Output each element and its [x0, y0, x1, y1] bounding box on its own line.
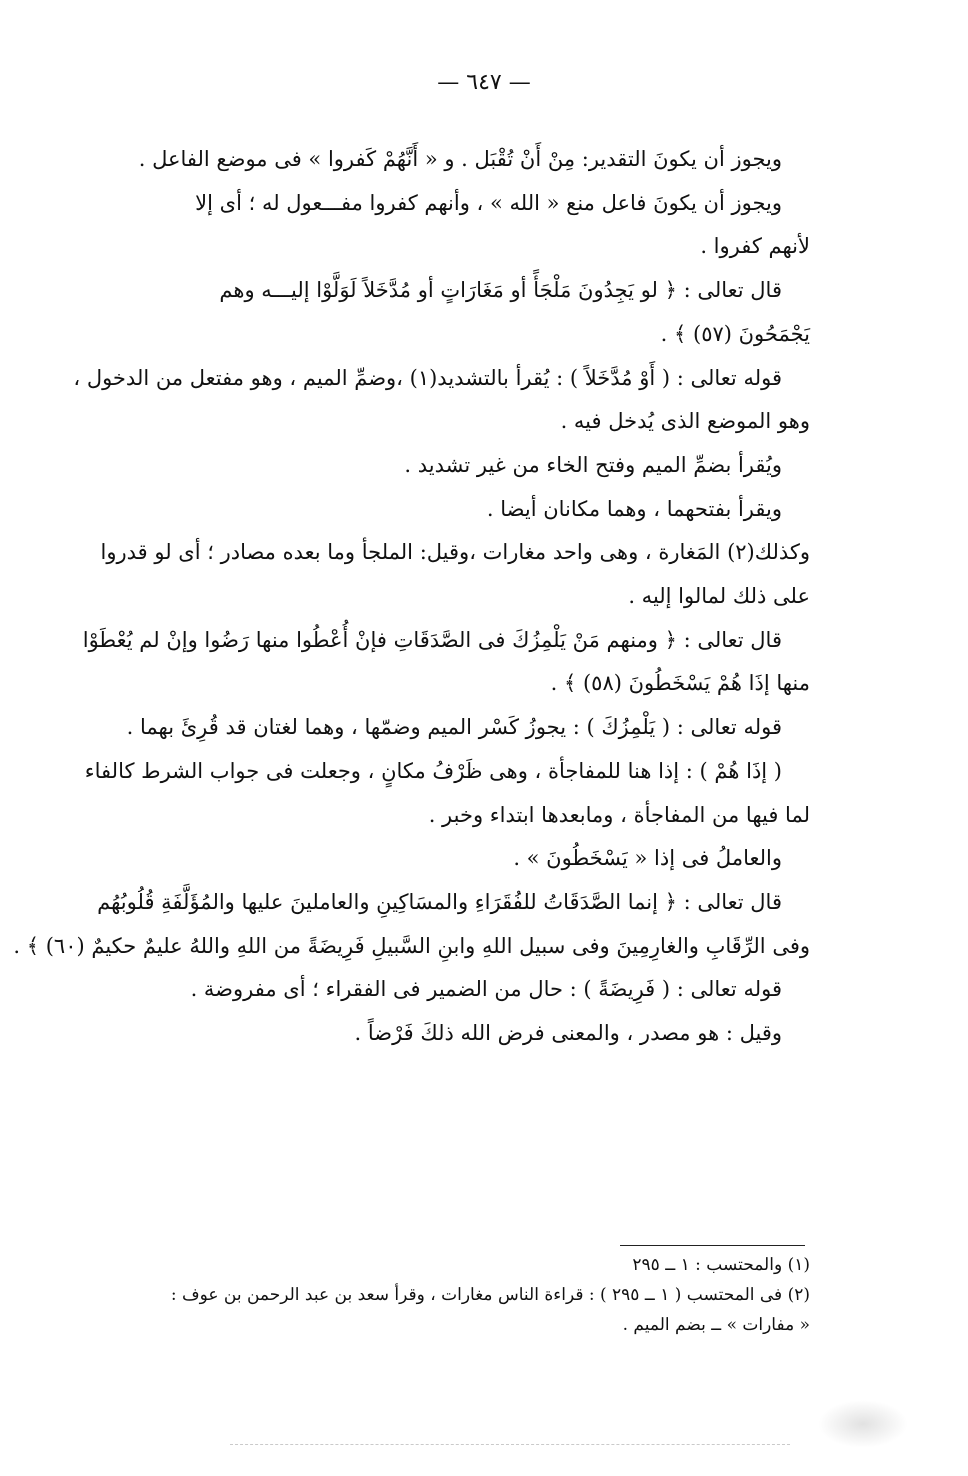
text-line: وهو الموضع الذى يُدخل فيه .	[560, 409, 810, 434]
text-line: على ذلك لمالوا إليه .	[628, 584, 810, 609]
main-text	[13, 138, 810, 1056]
verse-line: وفى الرِّقَابِ والغارِمِينَ وفى سبيل اللهِ وابنِ السَّبيلِ فَرِيضَةً من اللهِ واللهُ عليمٌ حكيمٌ (٦٠) ﴾ .	[13, 933, 810, 958]
text-line: وكذلك(٢) المَغارة ، وهى واحد مغارات ،وقيل: الملجأ وما بعده مصادر ؛ أى لو قدروا	[100, 540, 810, 565]
text-line: ويقرأ بفتحهما ، وهما مكانان أيضا .	[486, 496, 782, 521]
scan-smudge	[818, 1400, 908, 1448]
verse-line: قال تعالى : ﴿ إنما الصَّدَقَاتُ للفُقَرَاءِ والمسَاكِينِ والعاملينَ عليها والمُؤَلَّفَةِ قُلُوبُهُم	[97, 889, 782, 914]
footnote-divider	[620, 1245, 805, 1246]
text-line: لما فيها من المفاجأة ، ومابعدها ابتداء وخبر .	[428, 802, 810, 827]
footnotes	[20, 1250, 810, 1340]
text-line: ويجوز أن يكونَ فاعل منع « الله » ، وأنهم كفروا مفـــعول له ؛ أى إلا	[195, 190, 782, 215]
page-number: — ٦٤٧ —	[437, 70, 531, 95]
text-line: لأنهم كفروا .	[700, 234, 810, 259]
verse-line: قال تعالى : ﴿ ومنهم مَنْ يَلْمِزُكَ فى الصَّدَقَاتِ فإنْ أُعْطُوا منها رَضُوا وإنْ لم يُعْطَوْا	[82, 627, 782, 652]
text-line: ويجوز أن يكونَ التقدير: مِنْ أَنْ تُقْبَل . و « أَنَّهُمْ كَفروا » فى موضع الفاعل .	[138, 147, 782, 171]
text-line: قوله تعالى : ( يَلْمِزُكَ ) : يجوزُ كَسْر الميم وضمّها ، وهما لغتان قد قُرِئَ بهما .	[126, 715, 782, 740]
scan-edge-noise	[230, 1444, 790, 1445]
footnote: (٢) فى المحتسب ( ١ ــ ٢٩٥ ) : قراءة الناس مغارات ، وقرأ سعد بن عبد الرحمن بن عوف :	[170, 1285, 810, 1305]
footnote: « مفارات » ــ بضم الميم .	[622, 1315, 810, 1335]
text-line: ( إذَا هُمْ ) : إذا هنا للمفاجأة ، وهى ظَرْفُ مكانٍ ، وجعلت فى جواب الشرط كالفاء	[84, 758, 782, 783]
footnote: (١) والمحتسب : ١ ــ ٢٩٥	[632, 1255, 810, 1275]
text-line: وقيل : هو مصدر ، والمعنى فرض الله ذلكَ فَرْضاً .	[354, 1021, 782, 1046]
text-line: والعاملُ فى إذا « يَسْخَطُونَ » .	[513, 846, 782, 871]
text-line: قوله تعالى : ( أَوْ مُدَّخَلاً ) : يُقرأ بالتشديد(١) ،وضمِّ الميم ، وهو مفتعل من الدخول ،	[73, 365, 782, 390]
text-line: ويُقرأ بضمِّ الميم وفتح الخاء من غير تشديد .	[404, 452, 782, 477]
verse-line: قال تعالى : ﴿ لو يَجِدُونَ مَلْجَأً أو مَغَارَاتٍ أو مُدَّخَلاً لَوَلَّوْا إليـــه وهم	[219, 278, 782, 303]
verse-line: يَجْمَحُونَ (٥٧) ﴾ .	[660, 321, 810, 346]
verse-line: منها إذَا هُمْ يَسْخَطُونَ (٥٨) ﴾ .	[550, 671, 810, 696]
text-line: قوله تعالى : ( فَرِيضَةً ) : حال من الضمير فى الفقراء ؛ أى مفروضة .	[190, 977, 782, 1002]
